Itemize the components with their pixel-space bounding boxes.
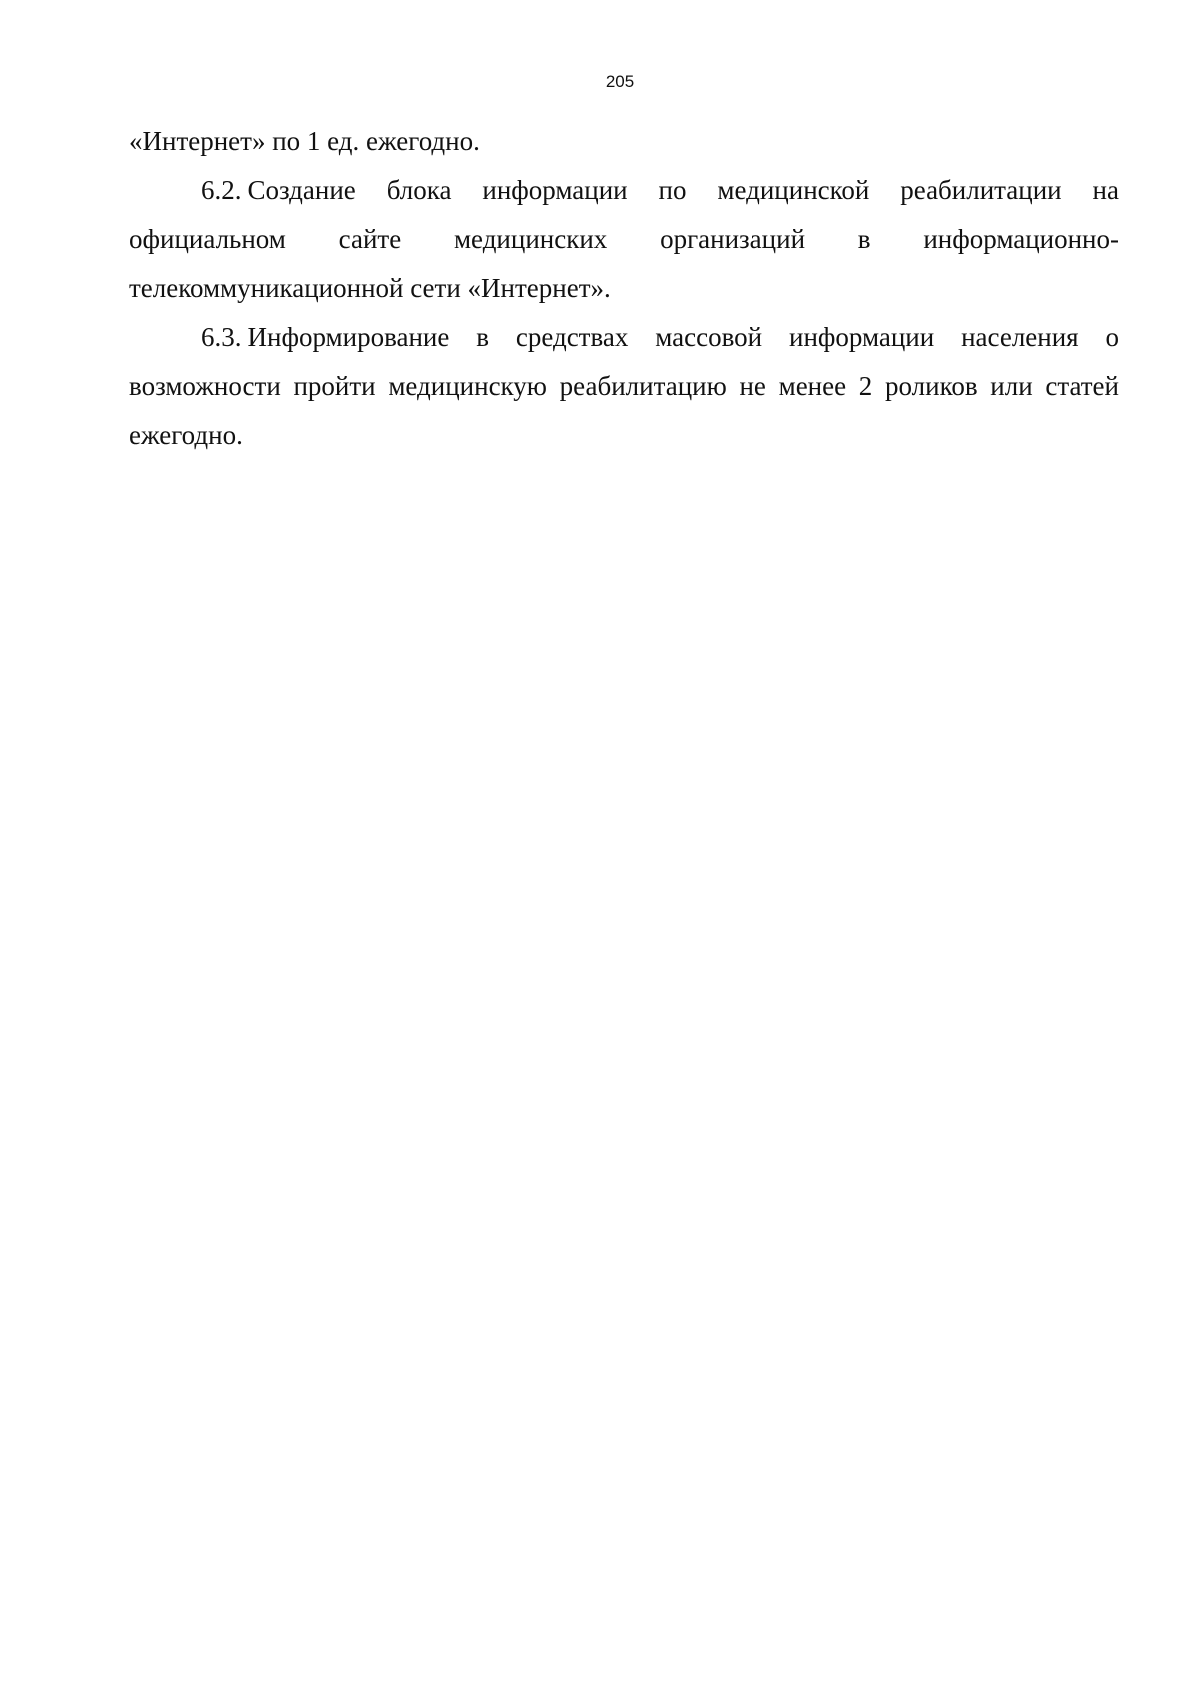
paragraph-text: Создание блока информации по медицинской реабилитации на официальном сайте медицинских организаций в информационно-телекоммуникационной сети «Интернет». xyxy=(129,175,1119,303)
page-number: 205 xyxy=(605,72,635,91)
paragraph-number: 6.2. xyxy=(201,175,242,205)
paragraph-6-3 xyxy=(129,313,1119,460)
paragraph-6-2 xyxy=(129,166,1119,313)
paragraph-number: 6.3. xyxy=(201,322,242,352)
paragraph-text: Информирование в средствах массовой информации населения о возможности пройти медицинскую реабилитацию не менее 2 роликов или статей ежегодно. xyxy=(129,322,1119,450)
paragraph-continuation xyxy=(129,117,1119,166)
document-body xyxy=(129,117,1119,460)
paragraph-text: «Интернет» по 1 ед. ежегодно. xyxy=(129,126,480,156)
